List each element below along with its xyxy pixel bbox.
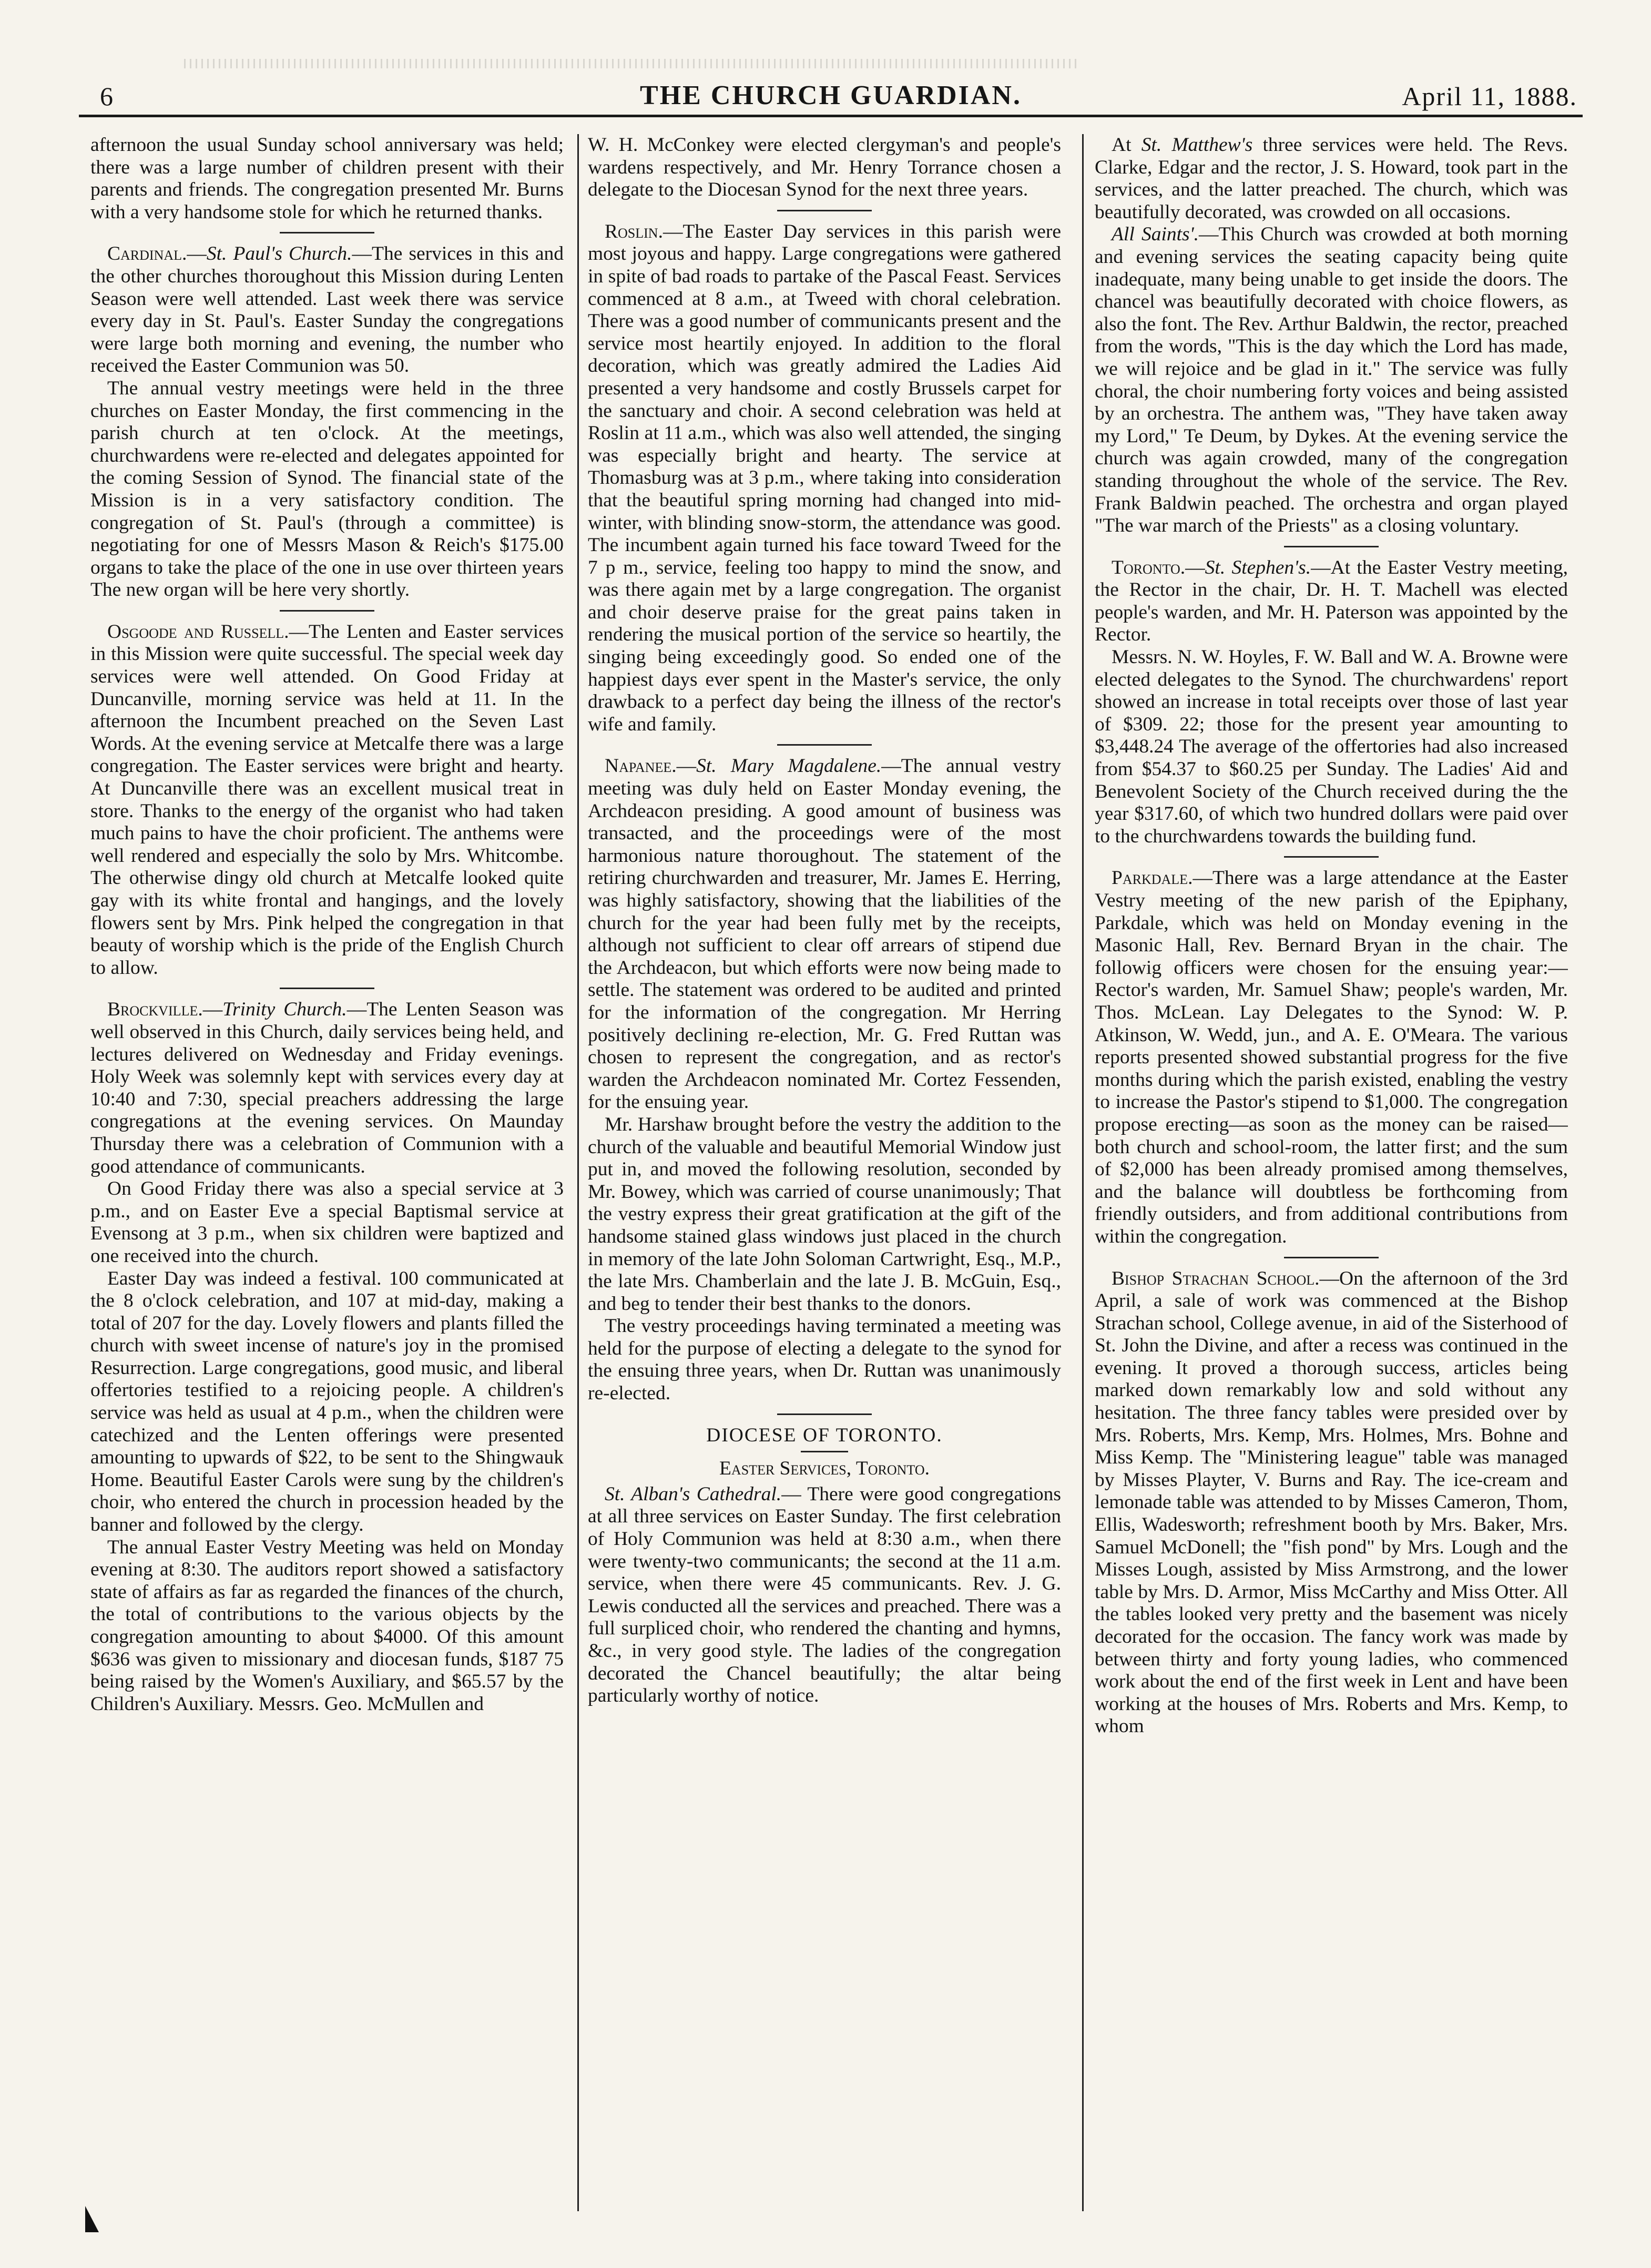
article-osgoode bbox=[90, 621, 564, 980]
place-name: Roslin. bbox=[605, 220, 663, 242]
article-paragraph: The annual vestry meetings were held in the three churches on Easter Monday, the first commencing in the parish church at ten o'clock. At the meetings, churchwardens were re-elected and delegates appointed for the coming Session of Synod. The financial state of the Mission is in a very satisfactory condition. The congregation of St. Paul's (through a committee) is negotiating for one of Messrs Mason & Reich's $175.00 organs to take the place of the one in use over thirteen years The new organ will be here very shortly. bbox=[90, 377, 564, 601]
section-divider bbox=[1284, 546, 1379, 547]
article-text: —The Easter Day services in this parish were most joyous and happy. Large congregations were gathered in spite of bad roads to partake of the Pascal Feast. Services commenced at 8 a.m., at Tweed with choral celebration. There was a good number of communicants present and the service most heartily enjoyed. In addition to the floral decoration, which was greatly admired the Ladies Aid presented a very handsome and costly Brussels carpet for the sanctuary and choir. A second celebration was held at Roslin at 11 a.m., which was also well attended, the singing was especially bright and hearty. The service at Thomasburg was at 3 p.m., where taking into consideration that the beautiful spring morning had changed into mid-winter, with blinding snow-storm, the attendance was good. The incumbent again turned his face toward Tweed for the 7 p m., service, feeling too happy to mind the snow, and was there again met by a large congregation. The organist and choir deserve praise for the great pains taken in rendering the musical portion of the service so heartily, the singing being exceedingly good. So ended one of the happiest days ever spent in the Master's service, the only drawback to a perfect day being the illness of the rector's wife and family. bbox=[588, 220, 1061, 735]
church-name: St. Matthew's bbox=[1141, 134, 1253, 156]
article-brockville bbox=[90, 999, 564, 1178]
article-st-albans bbox=[588, 1483, 1061, 1707]
article-all-saints bbox=[1095, 223, 1568, 537]
section-divider bbox=[280, 988, 374, 989]
article-text: —The annual vestry meeting was duly held on Easter Monday evening, the Archdeacon presiding. A good amount of business was transacted, and the proceedings were of the most harmonious nature thoroughout. The statement of the retiring churchwarden and treasurer, Mr. James E. Herring, was highly satisfactory, showing that the liabilities of the church for the year had been fully met by the receipts, although not sufficient to clear off arrears of stipend due the Archdeacon, but which efforts were now being made to settle. The statement was ordered to be audited and printed for the information of the congregation. Mr Herring positively declining re-election, Mr. G. Fred Ruttan was chosen to represent the congregation, and as rector's warden the Archdeacon nominated Mr. Cortez Fessenden, for the ensuing year. bbox=[588, 755, 1061, 1113]
article-text: three services were held. The Revs. Clarke, Edgar and the rector, J. S. Howard, took part in the services, and the latter preached. The church, which was beautifully decorated, was crowded on all occasions. bbox=[1095, 134, 1568, 223]
article-text: —At the Easter Vestry meeting, the Rector in the chair, Dr. H. T. Machell was elected people's warden, and Mr. H. Paterson was appointed by the Rector. bbox=[1095, 556, 1568, 646]
section-divider bbox=[280, 232, 374, 233]
article-st-matthews bbox=[1095, 134, 1568, 223]
article-text: —The services in this and the other churches thoroughout this Mission during Lenten Season were well attended. Last week there was service every day in St. Paul's. Easter Sunday the congregations were large both morning and evening, the number who received the Easter Communion was 50. bbox=[90, 243, 564, 377]
article-cardinal bbox=[90, 243, 564, 378]
place-name: Napanee.— bbox=[605, 755, 697, 777]
article-text: —The Lenten Season was well observed in this Church, daily services being held, and lectures delivered on Wednesday and Friday evenings. Holy Week was solemnly kept with services every day at 10:40 and 7:30, special preachers addressing the large congregations at the evening services. On Maunday Thursday there was a celebration of Communion with a good attendance of communicants. bbox=[90, 999, 564, 1177]
article-continuation: W. H. McConkey were elected clergyman's and people's wardens respectively, and Mr. Henry Torrance chosen a delegate to the Diocesan Synod for the next three years. bbox=[588, 134, 1061, 201]
section-divider bbox=[801, 1451, 848, 1452]
article-text: —The Lenten and Easter services in this Mission were quite successful. The special week day services were well attended. On Good Friday at Duncanville, morning service was held at 11. In the afternoon the Incumbent preached on the Seven Last Words. At the evening service at Metcalfe there was a large congregation. The Easter services were bright and hearty. At Duncanville there was an excellent musical treat in store. Thanks to the energy of the organist who had taken much pains to have the choir proficient. The anthems were well rendered and especially the solo by Mrs. Whitcombe. The otherwise dingy old church at Metcalfe looked quite gay with its white frontal and hangings, and the lovely flowers sent by Mrs. Pink helped the congregation in that beauty of worship which is the pride of the English Church to allow. bbox=[90, 621, 564, 979]
article-napanee bbox=[588, 755, 1061, 1114]
article-parkdale bbox=[1095, 867, 1568, 1248]
column-1 bbox=[90, 134, 564, 2219]
church-name: All Saints'. bbox=[1112, 223, 1199, 246]
article-text: — There were good congregations at all three services on Easter Sunday. The first celebration of Holy Communion was held at 8:30 a.m., when there were twenty-two communicants; the second at the 11 a.m. service, when there were 45 communicants. Rev. J. G. Lewis conducted all the services and preached. There was a full surpliced choir, who rendered the chanting and hymns, &c., in very good style. The ladies of the congregation decorated the Chancel beautifully; the altar being particularly worthy of notice. bbox=[588, 1483, 1061, 1707]
column-rule bbox=[1082, 134, 1084, 2211]
masthead-title: THE CHURCH GUARDIAN. bbox=[640, 80, 1022, 110]
section-divider bbox=[777, 744, 872, 746]
article-text: —There was a large attendance at the Easter Vestry meeting of the new parish of the Epiphany, Parkdale, which was held on Monday evening in the Masonic Hall, Rev. Bernard Bryan in the chair. The followig officers were chosen for the ensuing year:—Rector's warden, Mr. Samuel Shaw; people's warden, Mr. Thos. McLean. Lay Delegates to the Synod: W. P. Atkinson, W. Wedd, jun., and A. E. O'Meara. The various reports presented showed substantial progress for the five months during which the parish existed, enabling the vestry to increase the Pastor's stipend to $1,000. The congregation propose erecting—as soon as the money can be raised—both church and school-room, the latter first; and the sum of $2,000 has been already promised among themselves, and the balance will doubtless be forthcoming from friendly outsiders, and from additional contributions from within the congregation. bbox=[1095, 867, 1568, 1247]
section-divider bbox=[777, 1413, 872, 1415]
page-number: 6 bbox=[100, 82, 113, 111]
church-name: Trinity Church. bbox=[222, 999, 347, 1021]
article-paragraph: The vestry proceedings having terminated a meeting was held for the purpose of electing a delegate to the synod for the ensuing three years, when Dr. Ruttan was unanimously re-elected. bbox=[588, 1315, 1061, 1405]
column-3 bbox=[1095, 134, 1568, 2219]
place-name: Osgoode and Russell. bbox=[107, 621, 289, 643]
column-2 bbox=[588, 134, 1061, 2219]
article-text: At bbox=[1112, 134, 1142, 156]
article-text: —This Church was crowded at both morning and evening services the seating capacity being quite inadequate, many being unable to get inside the doors. The chancel was beautifully decorated with choice flowers, as also the font. The Rev. Arthur Baldwin, the rector, preached from the words, "This is the day which the Lord has made, we will rejoice and be glad in it." The service was fully choral, the choir numbering forty voices and being assisted by an orchestra. The anthem was, "They have taken away my Lord," Te Deum, by Dykes. At the evening service the church was again crowded, many of the congregation standing throughout the whole of the service. The Rev. Frank Baldwin peached. The orchestra and organ played "The war march of the Priests" as a closing voluntary. bbox=[1095, 223, 1568, 537]
issue-date: April 11, 1888. bbox=[1402, 82, 1577, 111]
article-paragraph: The annual Easter Vestry Meeting was held on Monday evening at 8:30. The auditors report showed a satisfactory state of affairs as far as regarded the finances of the church, the total of contributions to the various objects by the congregation amounting to about $4000. Of this amount $636 was given to missionary and diocesan funds, $187 75 being raised by the Women's Auxiliary, and $65.57 by the Children's Auxiliary. Messrs. Geo. McMullen and bbox=[90, 1536, 564, 1715]
article-text: —On the afternoon of the 3rd April, a sale of work was commenced at the Bishop Strachan school, College avenue, in aid of the Sisterhood of St. John the Divine, and after a recess was continued in the evening. It proved a thorough success, articles being marked down remarkably low and sold without any hesitation. The three fancy tables were presided over by Mrs. Roberts, Mrs. Kemp, Mrs. Holmes, Mrs. Bohne and Miss Kemp. The "Ministering league" table was managed by Misses Playter, V. Burns and Ray. The ice-cream and lemonade table was attended to by Misses Cameron, Thom, Ellis, Wadesworth; refreshment booth by Mrs. Baker, Mrs. Samuel McDonell; the "fish pond" by Mrs. Lough and the Misses Lough, assisted by Miss Armstrong, and the lower table by Mrs. D. Armor, Miss McCarthy and Miss Otter. All the tables looked very pretty and the basement was nicely decorated for the occasion. The fancy work was made by between thirty and forty young ladies, who commenced work about the end of the first week in Lent and have been working at the houses of Mrs. Roberts and Mrs. Kemp, to whom bbox=[1095, 1267, 1568, 1737]
church-name: St. Stephen's. bbox=[1205, 556, 1311, 578]
section-divider bbox=[1284, 1257, 1379, 1258]
column-rule bbox=[577, 134, 579, 2211]
article-paragraph: Messrs. N. W. Hoyles, F. W. Ball and W. A. Browne were elected delegates to the Synod. The churchwardens' report showed an increase in total receipts over those of last year of $309. 22; those for the present year amounting to $3,448.24 The average of the offertories had also increased from $54.37 to $60.25 per Sunday. The Ladies' Aid and Benevolent Society of the Church received during the the year $317.60, of which two hundred dollars were paid over to the churchwardens towards the building fund. bbox=[1095, 646, 1568, 847]
article-paragraph: On Good Friday there was also a special service at 3 p.m., and on Easter Eve a special Baptismal service at Evensong at 3 p.m., when six children were baptized and one received into the church. bbox=[90, 1178, 564, 1267]
place-name: Bishop Strachan School. bbox=[1112, 1267, 1320, 1289]
article-toronto bbox=[1095, 557, 1568, 646]
church-name: St. Alban's Cathedral. bbox=[605, 1483, 782, 1505]
article-roslin bbox=[588, 221, 1061, 736]
section-divider bbox=[1284, 856, 1379, 858]
place-name: Toronto.— bbox=[1112, 556, 1205, 578]
section-divider bbox=[777, 210, 872, 211]
article-paragraph: Easter Day was indeed a festival. 100 communicated at the 8 o'clock celebration, and 107 at mid-day, making a total of 207 for the day. Lovely flowers and plants filled the church with sweet incense of nature's joy in the promised Resurrection. Large congregations, good music, and liberal offertories testified to a rejoicing people. A children's service was held as usual at 4 p.m., when the children were catechized and the Lenten offerings were presented amounting to upwards of $22, to be sent to the Shingwauk Home. Beautiful Easter Carols were sung by the children's choir, who entered the church in procession headed by the banner and followed by the clergy. bbox=[90, 1267, 564, 1536]
place-name: Brockville.— bbox=[107, 999, 223, 1021]
corner-arrow-mark bbox=[85, 2206, 99, 2232]
section-subheading: Easter Services, Toronto. bbox=[719, 1458, 930, 1480]
scan-noise bbox=[184, 59, 1078, 68]
church-name: St. Paul's Church. bbox=[206, 243, 352, 265]
church-name: St. Mary Magdalene. bbox=[696, 755, 882, 777]
page-header bbox=[79, 78, 1583, 117]
article-continuation: afternoon the usual Sunday school anniversary was held; there was a large number of children present with their parents and friends. The congregation presented Mr. Burns with a very handsome stole for which he returned thanks. bbox=[90, 134, 564, 223]
diocese-heading: DIOCESE OF TORONTO. bbox=[706, 1424, 943, 1446]
article-bishop-strachan bbox=[1095, 1268, 1568, 1738]
place-name: Parkdale. bbox=[1112, 867, 1193, 889]
section-divider bbox=[280, 610, 374, 612]
place-name: Cardinal.— bbox=[107, 243, 207, 265]
article-paragraph: Mr. Harshaw brought before the vestry the addition to the church of the valuable and beautiful Memorial Window just put in, and moved the following resolution, seconded by Mr. Bowey, which was carried of course unanimously; That the vestry express their great gratification at the gift of the handsome stained glass windows just placed in the church in memory of the late John Soloman Cartwright, Esq., M.P., the late Mrs. Chamberlain and the late J. B. McGuin, Esq., and beg to tender their best thanks to the donors. bbox=[588, 1113, 1061, 1315]
